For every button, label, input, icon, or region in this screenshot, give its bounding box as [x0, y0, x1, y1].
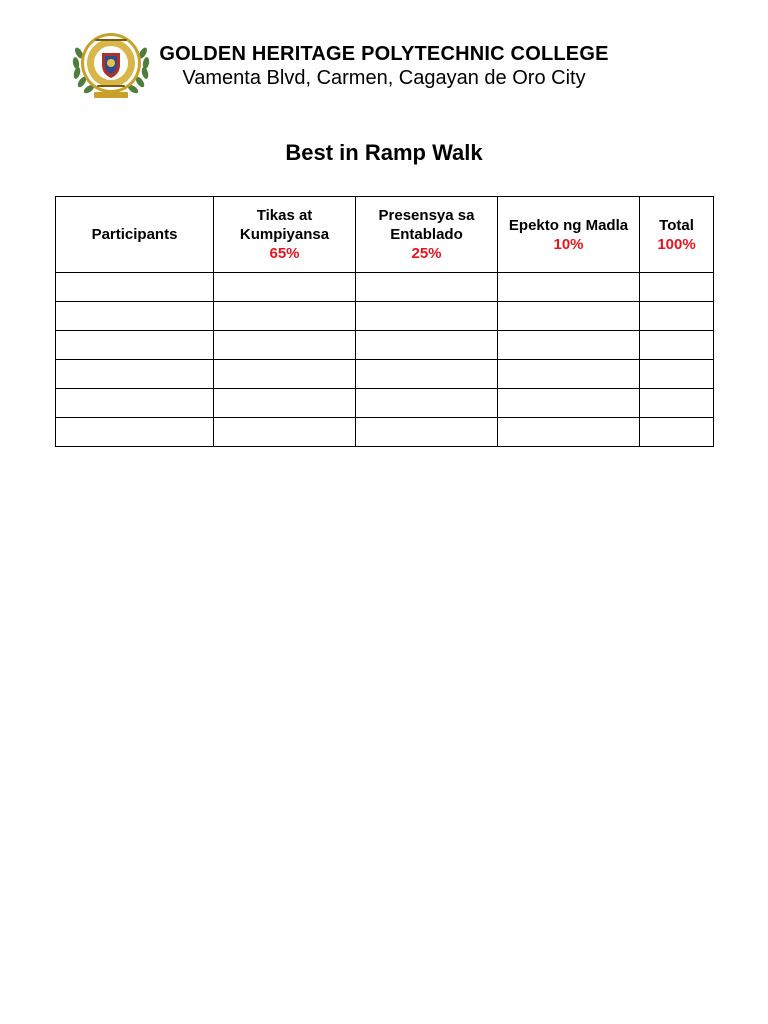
participant-cell[interactable] — [56, 389, 214, 418]
column-label: Epekto ng Madla — [508, 216, 629, 234]
column-header-participants — [56, 197, 214, 273]
column-header-total — [640, 197, 714, 273]
score-cell[interactable] — [214, 273, 356, 302]
column-weight: 65% — [269, 245, 300, 262]
score-cell[interactable] — [214, 302, 356, 331]
score-cell[interactable] — [356, 273, 498, 302]
column-header-epekto — [498, 197, 640, 273]
college-name: GOLDEN HERITAGE POLYTECHNIC COLLEGE — [159, 43, 609, 65]
total-cell[interactable] — [640, 302, 714, 331]
column-header-tikas — [214, 197, 356, 273]
score-cell[interactable] — [498, 302, 640, 331]
score-table — [55, 196, 714, 447]
score-cell[interactable] — [356, 302, 498, 331]
score-cell[interactable] — [498, 360, 640, 389]
column-label: Tikas at Kumpiyansa — [239, 207, 330, 243]
column-label: Presensya sa Entablado — [378, 207, 475, 243]
table-row — [56, 331, 714, 360]
score-cell[interactable] — [356, 418, 498, 447]
score-cell[interactable] — [214, 360, 356, 389]
participant-cell[interactable] — [56, 331, 214, 360]
page-title: Best in Ramp Walk — [285, 140, 483, 165]
score-cell[interactable] — [214, 331, 356, 360]
score-cell[interactable] — [498, 418, 640, 447]
participant-cell[interactable] — [56, 418, 214, 447]
column-header-presensya — [356, 197, 498, 273]
score-cell[interactable] — [498, 273, 640, 302]
college-address: Vamenta Blvd, Carmen, Cagayan de Oro City — [182, 67, 586, 89]
total-cell[interactable] — [640, 389, 714, 418]
score-cell[interactable] — [498, 331, 640, 360]
total-cell[interactable] — [640, 331, 714, 360]
score-cell[interactable] — [214, 418, 356, 447]
score-cell[interactable] — [356, 360, 498, 389]
column-weight: 10% — [553, 235, 584, 253]
column-label: Participants — [91, 226, 178, 243]
column-label: Total — [659, 216, 694, 234]
score-cell[interactable] — [356, 389, 498, 418]
table-row — [56, 302, 714, 331]
table-row — [56, 360, 714, 389]
participant-cell[interactable] — [56, 273, 214, 302]
table-row — [56, 389, 714, 418]
participant-cell[interactable] — [56, 360, 214, 389]
column-weight: 100% — [657, 235, 696, 253]
score-cell[interactable] — [356, 331, 498, 360]
score-cell[interactable] — [498, 389, 640, 418]
total-cell[interactable] — [640, 273, 714, 302]
score-cell[interactable] — [214, 389, 356, 418]
total-cell[interactable] — [640, 418, 714, 447]
participant-cell[interactable] — [56, 302, 214, 331]
table-header-row — [56, 197, 714, 273]
table-row — [56, 418, 714, 447]
table-row — [56, 273, 714, 302]
total-cell[interactable] — [640, 360, 714, 389]
column-weight: 25% — [411, 245, 442, 262]
